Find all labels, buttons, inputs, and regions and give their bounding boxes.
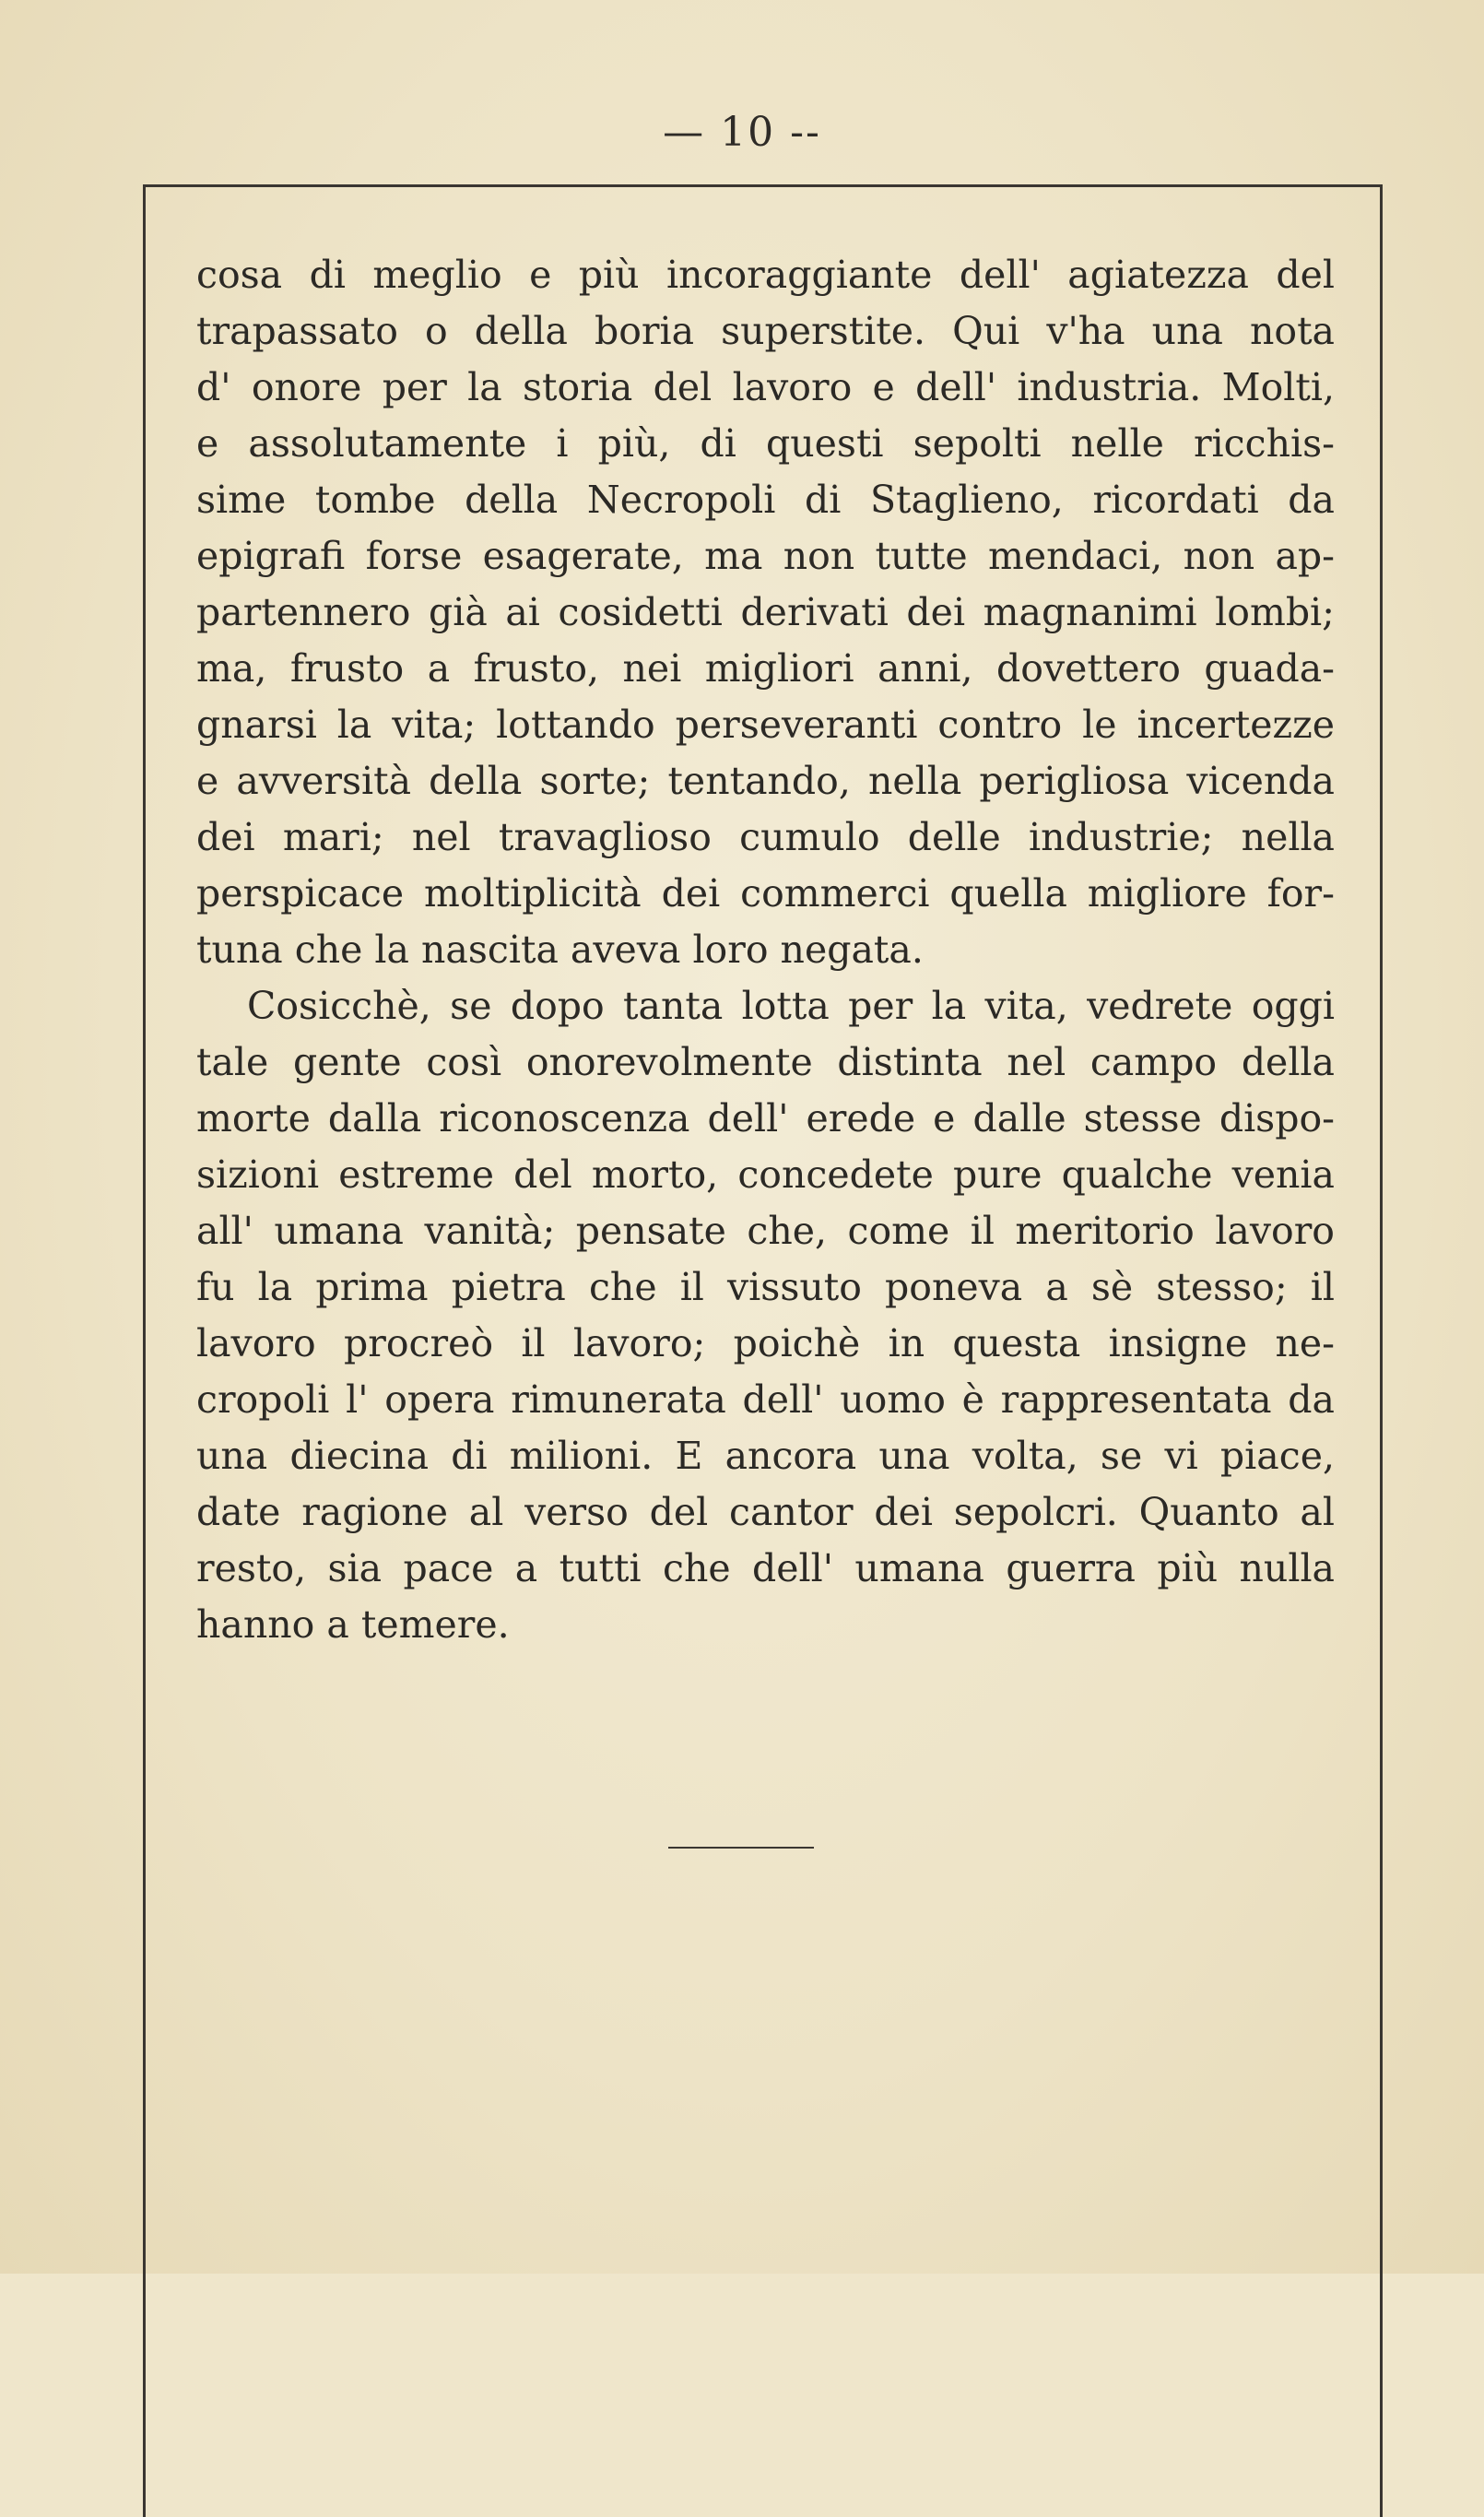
text-line: tuna che la nascita aveva loro negata. [196,928,924,972]
text-line: sime tombe della Necropoli di Staglieno, ricordati da [196,478,1335,522]
text-line: partennero già ai cosidetti derivati dei magnanimi lombi; [196,590,1335,634]
text-line: all' umana vanità; pensate che, come il meritorio lavoro [196,1209,1335,1253]
text-line: ma, frusto a frusto, nei migliori anni, dovettero guada- [196,646,1335,691]
paragraph-1 [196,247,1335,978]
frame-left-rule [143,184,146,2517]
text-line: d' onore per la storia del lavoro e dell' industria. Molti, [196,365,1335,409]
text-line: tale gente così onorevolmente distinta nel campo della [196,1040,1335,1084]
text-line: sizioni estreme del morto, concedete pure qualche venia [196,1152,1335,1197]
text-line: epigrafi forse esagerate, ma non tutte mendaci, non ap- [196,534,1335,578]
closing-rule [668,1847,814,1849]
page-number: — 10 -- [663,109,821,156]
text-line: lavoro procreò il lavoro; poichè in questa insigne ne- [196,1321,1335,1365]
frame-top-rule [143,184,1383,187]
text-line: Cosicchè, se dopo tanta lotta per la vita, vedrete oggi [247,984,1335,1028]
text-line: cosa di meglio e più incoraggiante dell' agiatezza del [196,253,1335,297]
text-line: trapassato o della boria superstite. Qui v'ha una nota [196,309,1335,353]
frame-right-rule [1380,184,1383,2517]
text-line: perspicace moltiplicità dei commerci quella migliore for- [196,871,1335,916]
text-line: date ragione al verso del cantor dei sepolcri. Quanto al [196,1490,1335,1534]
text-line: e assolutamente i più, di questi sepolti nelle ricchis- [196,421,1335,466]
text-line: fu la prima pietra che il vissuto poneva a sè stesso; il [196,1265,1335,1309]
paragraph-2 [196,978,1335,1653]
text-line: gnarsi la vita; lottando perseveranti contro le incertezze [196,703,1335,747]
text-line: resto, sia pace a tutti che dell' umana guerra più nulla [196,1546,1335,1590]
text-line: una diecina di milioni. E ancora una volta, se vi piace, [196,1434,1335,1478]
body-text [196,247,1335,1653]
text-line: dei mari; nel travaglioso cumulo delle industrie; nella [196,815,1335,859]
text-line: e avversità della sorte; tentando, nella perigliosa vicenda [196,759,1335,803]
text-line: morte dalla riconoscenza dell' erede e dalle stesse dispo- [196,1096,1335,1140]
text-line: cropoli l' opera rimunerata dell' uomo è rappresentata da [196,1377,1335,1422]
text-line: hanno a temere. [196,1602,510,1647]
